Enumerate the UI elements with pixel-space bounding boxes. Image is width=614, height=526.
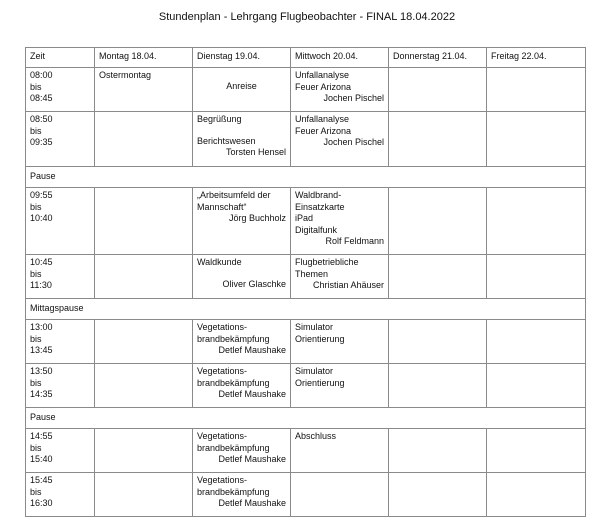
time-start: 09:55	[30, 190, 53, 200]
dienstag-cell	[193, 429, 291, 473]
time-start: 08:00	[30, 70, 53, 80]
time-start: 13:50	[30, 366, 53, 376]
speaker-name: Detlef Maushake	[218, 454, 286, 464]
time-bis: bis	[30, 268, 42, 279]
table-row	[26, 68, 586, 112]
time-end: 16:30	[30, 498, 53, 508]
donnerstag-cell	[389, 255, 487, 299]
session-line: Abschluss	[295, 431, 337, 441]
break-row	[26, 408, 586, 429]
header-zeit: Zeit	[26, 48, 95, 68]
time-start: 15:45	[30, 475, 53, 485]
donnerstag-cell	[389, 68, 487, 112]
session-label: Anreise	[226, 81, 257, 91]
montag-cell	[95, 320, 193, 364]
session-line: Vegetations-	[197, 475, 248, 485]
time-end: 11:30	[30, 280, 52, 290]
freitag-cell	[487, 112, 586, 167]
header-freitag: Freitag 22.04.	[487, 48, 586, 68]
donnerstag-cell	[389, 429, 487, 473]
time-cell	[26, 188, 95, 255]
session-line: Vegetations-	[197, 366, 248, 376]
dienstag-cell	[193, 473, 291, 517]
time-end: 15:40	[30, 454, 53, 464]
mittwoch-cell	[291, 112, 389, 167]
time-bis: bis	[30, 333, 42, 344]
time-end: 08:45	[30, 93, 53, 103]
speaker-name: Rolf Feldmann	[325, 236, 384, 246]
time-bis: bis	[30, 201, 42, 212]
session-line: Themen	[295, 268, 329, 279]
freitag-cell	[487, 364, 586, 408]
session-line: Orientierung	[295, 333, 345, 344]
mittwoch-cell	[291, 429, 389, 473]
speaker-name: Jörg Buchholz	[228, 213, 286, 223]
session-line: Unfallanalyse	[295, 114, 350, 124]
session-line: Waldbrand-	[295, 190, 342, 200]
time-end: 14:35	[30, 389, 53, 399]
time-cell	[26, 255, 95, 299]
freitag-cell	[487, 188, 586, 255]
dienstag-cell	[193, 112, 291, 167]
time-start: 14:55	[30, 431, 53, 441]
montag-cell	[95, 429, 193, 473]
mittwoch-cell	[291, 473, 389, 517]
table-row	[26, 429, 586, 473]
speaker-name: Detlef Maushake	[218, 389, 286, 399]
session-line: Simulator	[295, 366, 334, 376]
montag-cell	[95, 188, 193, 255]
speaker-name: Christian Ahäuser	[312, 280, 384, 290]
time-end: 09:35	[30, 137, 53, 147]
session-line: Orientierung	[295, 377, 345, 388]
time-end: 13:45	[30, 345, 53, 355]
session-line: brandbekämpfung	[197, 377, 270, 388]
header-dienstag: Dienstag 19.04.	[193, 48, 291, 68]
speaker-name: Detlef Maushake	[218, 345, 286, 355]
session-line: brandbekämpfung	[197, 486, 270, 497]
time-cell	[26, 320, 95, 364]
session-line: Unfallanalyse	[295, 70, 350, 80]
dienstag-cell	[193, 320, 291, 364]
break-row	[26, 167, 586, 188]
time-start: 10:45	[30, 257, 53, 267]
donnerstag-cell	[389, 364, 487, 408]
header-donnerstag: Donnerstag 21.04.	[389, 48, 487, 68]
table-row	[26, 255, 586, 299]
speaker-name: Jochen Pischel	[323, 137, 384, 147]
session-line: Waldkunde	[197, 257, 242, 267]
header-mittwoch: Mittwoch 20.04.	[291, 48, 389, 68]
page-title: Stundenplan - Lehrgang Flugbeobachter - FINAL 18.04.2022	[158, 11, 456, 23]
donnerstag-cell	[389, 112, 487, 167]
speaker-name: Oliver Glaschke	[222, 278, 286, 289]
dienstag-cell	[193, 68, 291, 112]
table-row	[26, 320, 586, 364]
session-line: Einsatzkarte	[295, 201, 345, 212]
donnerstag-cell	[389, 188, 487, 255]
session-line: Vegetations-	[197, 322, 248, 332]
session-line: Flugbetriebliche	[295, 257, 359, 267]
speaker-name: Torsten Hensel	[225, 147, 286, 157]
session-line: Berichtswesen	[197, 135, 256, 146]
speaker-name: Detlef Maushake	[218, 498, 286, 508]
time-bis: bis	[30, 125, 42, 136]
time-cell	[26, 473, 95, 517]
schedule-table	[25, 47, 586, 517]
table-row	[26, 112, 586, 167]
break-label: Pause	[26, 408, 586, 429]
session-line: Feuer Arizona	[295, 81, 352, 92]
time-start: 13:00	[30, 322, 53, 332]
dienstag-cell	[193, 364, 291, 408]
dienstag-cell	[193, 188, 291, 255]
session-line: brandbekämpfung	[197, 333, 270, 344]
montag-cell	[95, 68, 193, 112]
montag-cell	[95, 364, 193, 408]
mittwoch-cell	[291, 188, 389, 255]
speaker-name: Jochen Pischel	[323, 93, 384, 103]
session-line: Feuer Arizona	[295, 125, 352, 136]
mittwoch-cell	[291, 320, 389, 364]
donnerstag-cell	[389, 320, 487, 364]
freitag-cell	[487, 255, 586, 299]
montag-cell	[95, 473, 193, 517]
mittwoch-cell	[291, 255, 389, 299]
session-line: Mannschaft“	[197, 201, 247, 212]
time-start: 08:50	[30, 114, 53, 124]
donnerstag-cell	[389, 473, 487, 517]
session-line: Digitalfunk	[295, 224, 338, 235]
break-row	[26, 299, 586, 320]
time-bis: bis	[30, 486, 42, 497]
mittwoch-cell	[291, 68, 389, 112]
montag-cell	[95, 112, 193, 167]
dienstag-cell	[193, 255, 291, 299]
session-label: Ostermontag	[99, 70, 152, 80]
table-row	[26, 364, 586, 408]
freitag-cell	[487, 68, 586, 112]
session-line: iPad	[295, 213, 314, 223]
table-row	[26, 473, 586, 517]
time-cell	[26, 364, 95, 408]
time-end: 10:40	[30, 213, 53, 223]
time-bis: bis	[30, 81, 42, 92]
time-bis: bis	[30, 442, 42, 453]
session-line: brandbekämpfung	[197, 442, 270, 453]
freitag-cell	[487, 320, 586, 364]
session-line: Begrüßung	[197, 114, 242, 124]
freitag-cell	[487, 429, 586, 473]
mittwoch-cell	[291, 364, 389, 408]
montag-cell	[95, 255, 193, 299]
session-line: Vegetations-	[197, 431, 248, 441]
header-row	[26, 48, 586, 68]
break-label: Mittagspause	[26, 299, 586, 320]
table-row	[26, 188, 586, 255]
freitag-cell	[487, 473, 586, 517]
header-montag: Montag 18.04.	[95, 48, 193, 68]
break-label: Pause	[26, 167, 586, 188]
time-cell	[26, 68, 95, 112]
time-cell	[26, 112, 95, 167]
time-bis: bis	[30, 377, 42, 388]
time-cell	[26, 429, 95, 473]
session-line: Simulator	[295, 322, 334, 332]
session-line: „Arbeitsumfeld der	[197, 190, 271, 200]
